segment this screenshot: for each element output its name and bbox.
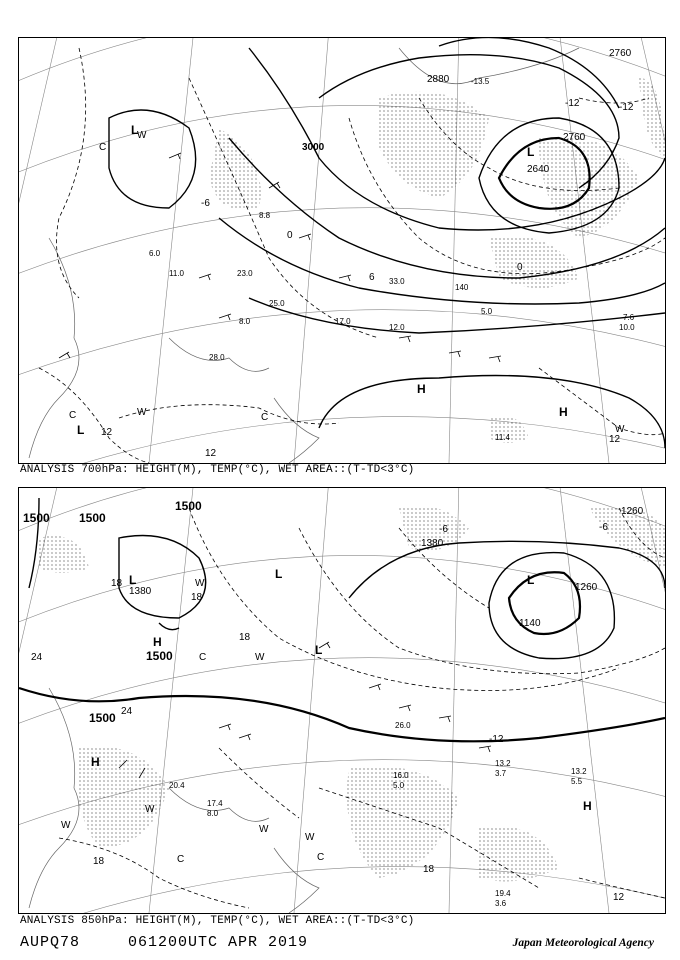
low-center: L [77, 423, 85, 437]
map-850hpa-svg [19, 488, 665, 913]
temp-label: 18 [93, 856, 105, 867]
map-700hpa-svg [19, 38, 665, 463]
meridian-label: 140 [455, 283, 469, 292]
height-label: 1260 [621, 506, 644, 517]
high-center: H [583, 799, 592, 813]
temp-label: -12 [489, 734, 504, 745]
station-value: 17.0 [335, 317, 351, 326]
product-code: AUPQ78 [20, 934, 81, 951]
temp-label: -6 [439, 524, 448, 535]
cold-center: C [261, 412, 269, 423]
temp-label: 12 [205, 448, 217, 459]
warm-center: W [259, 824, 269, 835]
agency-name: Japan Meteorological Agency [512, 937, 654, 949]
station-value: 8.0 [239, 317, 251, 326]
low-center: L [315, 643, 323, 657]
height-label: 1500 [23, 511, 50, 525]
station-value: 8.8 [259, 211, 271, 220]
station-value: 12.0 [389, 323, 405, 332]
warm-center: W [137, 130, 147, 141]
station-value: 5.0 [481, 307, 493, 316]
warm-center: W [61, 820, 71, 831]
station-value: 17.4 [207, 799, 223, 808]
temp-label: 24 [121, 706, 133, 717]
wet-area [39, 506, 665, 882]
temp-label: -6 [201, 198, 210, 209]
warm-center: W [137, 407, 147, 418]
warm-center: W [195, 578, 205, 589]
temp-label: 6 [369, 272, 375, 283]
temp-label: 12 [609, 434, 621, 445]
station-value: 10.0 [619, 323, 635, 332]
high-center: H [559, 405, 568, 419]
warm-center: W [615, 424, 625, 435]
station-value: 6.0 [149, 249, 161, 258]
station-value: 28.0 [209, 353, 225, 362]
map-panel-850hpa [18, 487, 666, 914]
pressure-centers [91, 567, 592, 813]
station-value: 16.0 [393, 771, 409, 780]
warm-center: W [145, 804, 155, 815]
height-label: 2640 [527, 164, 550, 175]
station-value: 25.0 [269, 299, 285, 308]
height-labels [23, 499, 644, 725]
station-value: 7.6 [623, 313, 635, 322]
high-center: H [153, 635, 162, 649]
station-value: 11.0 [169, 269, 184, 278]
station-value: 11.4 [495, 433, 510, 442]
height-label: 2760 [609, 48, 632, 59]
high-center: H [417, 382, 426, 396]
station-value: 26.0 [395, 721, 411, 730]
warm-center: W [255, 652, 265, 663]
warm-center: W [305, 832, 315, 843]
pressure-centers [77, 123, 568, 437]
height-label: 1500 [79, 511, 106, 525]
station-value: 5.0 [393, 781, 405, 790]
low-center: L [129, 573, 137, 587]
temp-label: -6 [599, 522, 608, 533]
height-label: 1140 [519, 618, 541, 629]
station-value: -13.5 [471, 77, 490, 86]
temp-label: 12 [101, 427, 113, 438]
station-value: 13.2 [571, 767, 587, 776]
station-value: 3.7 [495, 769, 507, 778]
temp-label: 18 [191, 592, 203, 603]
height-label: 2880 [427, 74, 450, 85]
temp-label: 18 [423, 864, 435, 875]
height-label: 1500 [89, 711, 116, 725]
valid-time: 061200UTC APR 2019 [128, 934, 309, 951]
station-value: 3.6 [495, 899, 507, 908]
station-value: 33.0 [389, 277, 405, 286]
station-value: 8.0 [207, 809, 219, 818]
temp-label: 18 [111, 578, 123, 589]
cold-center: C [99, 142, 107, 153]
temp-label: -12 [565, 98, 580, 109]
station-value: 19.4 [495, 889, 511, 898]
temp-label: 12 [613, 892, 625, 903]
low-center: L [527, 145, 535, 159]
height-label: 1380 [129, 586, 152, 597]
cold-center: C [177, 854, 185, 865]
temp-label: 0 [517, 262, 523, 273]
cold-center: C [317, 852, 325, 863]
caption-700hpa: ANALYSIS 700hPa: HEIGHT(M), TEMP(°C), WET AREA::(T-TD<3°C) [20, 464, 415, 476]
map-panel-700hpa [18, 37, 666, 464]
temp-label: -12 [619, 102, 634, 113]
station-value: 5.5 [571, 777, 583, 786]
height-label: 2760 [563, 132, 586, 143]
temp-label: 0 [287, 230, 293, 241]
cold-center: C [199, 652, 207, 663]
temp-label: 24 [31, 652, 43, 663]
station-value: 20.4 [169, 781, 185, 790]
height-label: 1500 [175, 499, 202, 513]
cold-center: C [69, 410, 77, 421]
station-value: 13.2 [495, 759, 511, 768]
height-contours [19, 498, 665, 741]
high-center: H [91, 755, 100, 769]
low-center: L [275, 567, 283, 581]
low-center: L [131, 123, 139, 137]
height-label: 1260 [575, 582, 598, 593]
caption-850hpa: ANALYSIS 850hPa: HEIGHT(M), TEMP(°C), WET AREA::(T-TD<3°C) [20, 915, 415, 927]
temp-label: 18 [239, 632, 251, 643]
height-label: 1500 [146, 649, 173, 663]
height-label: 3000 [302, 142, 325, 153]
low-center: L [527, 573, 535, 587]
height-label: 1380 [421, 538, 444, 549]
coastlines [29, 688, 319, 913]
station-value: 23.0 [237, 269, 253, 278]
